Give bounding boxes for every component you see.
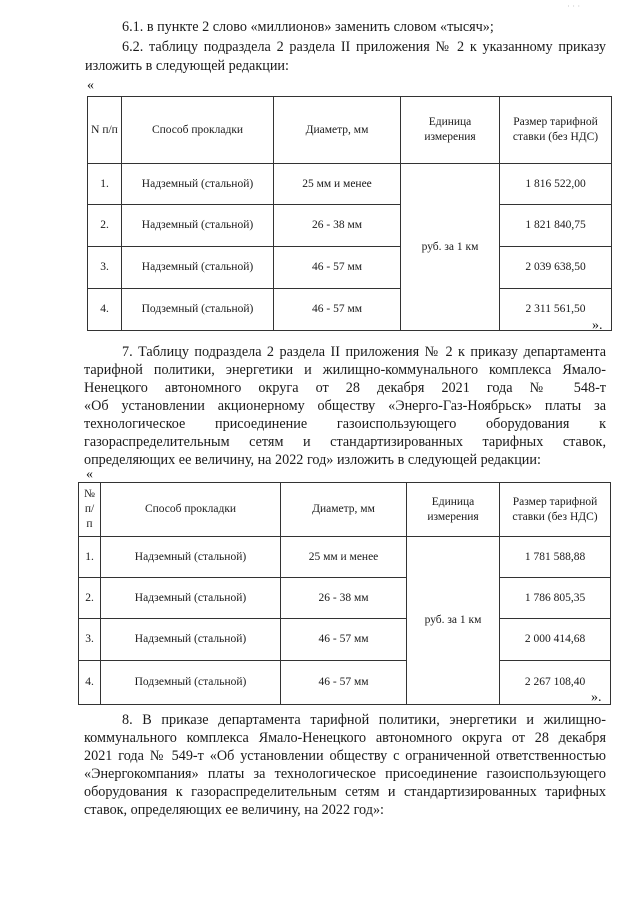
diameter: 46 - 57 мм bbox=[281, 661, 407, 705]
diameter: 25 мм и менее bbox=[281, 537, 407, 578]
table-row bbox=[79, 619, 611, 661]
diameter: 46 - 57 мм bbox=[281, 619, 407, 661]
corner-mark: · · · bbox=[567, 2, 580, 11]
tariff-rate: 1 816 522,00 bbox=[500, 164, 612, 205]
table-2-header-rate: Размер тарифной ставки (без НДС) bbox=[500, 483, 611, 537]
table-row bbox=[88, 289, 612, 331]
table-1-header-row bbox=[88, 97, 612, 164]
laying-method: Подземный (стальной) bbox=[101, 661, 281, 705]
paragraph-6-1: 6.1. в пункте 2 слово «миллионов» заменить словом «тысяч»; bbox=[122, 19, 494, 35]
paragraph-8-line: ставок, определяющих ее величину, на 2022 год»: bbox=[84, 802, 384, 818]
table-1-close-quote: ». bbox=[592, 318, 603, 333]
row-number: 4. bbox=[88, 289, 122, 331]
laying-method: Надземный (стальной) bbox=[122, 164, 274, 205]
tariff-rate: 1 786 805,35 bbox=[500, 578, 611, 619]
diameter: 46 - 57 мм bbox=[274, 247, 401, 289]
unit-cell: руб. за 1 км bbox=[401, 164, 500, 331]
tariff-rate: 2 311 561,50 bbox=[500, 289, 612, 331]
table-1-open-quote: « bbox=[87, 78, 94, 93]
tariff-table-1 bbox=[87, 96, 612, 331]
table-row bbox=[88, 247, 612, 289]
table-2-header-n: № п/п bbox=[79, 483, 101, 537]
paragraph-8-line: 2021 года № 549-т «Об установлении обществу с ограниченной ответственностью bbox=[84, 748, 606, 764]
paragraph-6-2-line-2: изложить в следующей редакции: bbox=[85, 58, 289, 74]
row-number: 4. bbox=[79, 661, 101, 705]
paragraph-8-line: 8. В приказе департамента тарифной политики, энергетики и жилищно- bbox=[122, 712, 606, 728]
row-number: 1. bbox=[88, 164, 122, 205]
laying-method: Надземный (стальной) bbox=[101, 619, 281, 661]
paragraph-8-line: коммунального комплекса Ямало-Ненецкого автономного округа от 28 декабря bbox=[84, 730, 606, 746]
laying-method: Надземный (стальной) bbox=[101, 578, 281, 619]
paragraph-7-line: определяющих ее величину, на 2022 год» изложить в следующей редакции: bbox=[84, 452, 541, 468]
diameter: 26 - 38 мм bbox=[281, 578, 407, 619]
tariff-rate: 2 039 638,50 bbox=[500, 247, 612, 289]
paragraph-7-line: газораспределительным сетям и стандартизированных тарифных ставок, bbox=[84, 434, 606, 450]
tariff-rate: 2 000 414,68 bbox=[500, 619, 611, 661]
table-2-header-diameter: Диаметр, мм bbox=[281, 483, 407, 537]
tariff-table-2 bbox=[78, 482, 611, 705]
table-1-header-unit: Единица измерения bbox=[401, 97, 500, 164]
table-1-header-diameter: Диаметр, мм bbox=[274, 97, 401, 164]
table-row bbox=[88, 164, 612, 205]
paragraph-7-line: технологическое присоединение газоиспользующего оборудования к bbox=[84, 416, 606, 432]
table-row bbox=[79, 661, 611, 705]
paragraph-8-line: «Энергокомпания» платы за технологическое присоединение газоиспользующего bbox=[84, 766, 606, 782]
tariff-rate: 1 781 588,88 bbox=[500, 537, 611, 578]
laying-method: Надземный (стальной) bbox=[122, 205, 274, 247]
laying-method: Подземный (стальной) bbox=[122, 289, 274, 331]
paragraph-6-2-line-1: 6.2. таблицу подраздела 2 раздела II приложения № 2 к указанному приказу bbox=[122, 39, 606, 55]
diameter: 46 - 57 мм bbox=[274, 289, 401, 331]
row-number: 2. bbox=[88, 205, 122, 247]
row-number: 1. bbox=[79, 537, 101, 578]
paragraph-7-line: 7. Таблицу подраздела 2 раздела II приложения № 2 к приказу департамента bbox=[122, 344, 606, 360]
table-1-header-method: Способ прокладки bbox=[122, 97, 274, 164]
table-2-header-method: Способ прокладки bbox=[101, 483, 281, 537]
table-2-open-quote: « bbox=[86, 467, 93, 482]
diameter: 25 мм и менее bbox=[274, 164, 401, 205]
table-row bbox=[79, 537, 611, 578]
row-number: 2. bbox=[79, 578, 101, 619]
tariff-rate: 1 821 840,75 bbox=[500, 205, 612, 247]
row-number: 3. bbox=[79, 619, 101, 661]
unit-cell: руб. за 1 км bbox=[407, 537, 500, 705]
tariff-rate: 2 267 108,40 bbox=[500, 661, 611, 705]
row-number: 3. bbox=[88, 247, 122, 289]
paragraph-8-line: оборудования к газораспределительным сетям и стандартизированных тарифных bbox=[84, 784, 606, 800]
table-row bbox=[88, 205, 612, 247]
laying-method: Надземный (стальной) bbox=[122, 247, 274, 289]
laying-method: Надземный (стальной) bbox=[101, 537, 281, 578]
table-1-header-rate: Размер тарифной ставки (без НДС) bbox=[500, 97, 612, 164]
paragraph-7-line: «Об установлении акционерному обществу «Энерго-Газ-Ноябрьск» платы за bbox=[84, 398, 606, 414]
table-2-header-unit: Единица измерения bbox=[407, 483, 500, 537]
table-1-header-n: N п/п bbox=[88, 97, 122, 164]
paragraph-7-line: тарифной политики, энергетики и жилищно-коммунального комплекса Ямало- bbox=[84, 362, 606, 378]
table-row bbox=[79, 578, 611, 619]
diameter: 26 - 38 мм bbox=[274, 205, 401, 247]
table-2-header-row bbox=[79, 483, 611, 537]
table-2-close-quote: ». bbox=[591, 690, 602, 705]
paragraph-7-line: Ненецкого автономного округа от 28 декабря 2021 года № 548-т bbox=[84, 380, 606, 396]
